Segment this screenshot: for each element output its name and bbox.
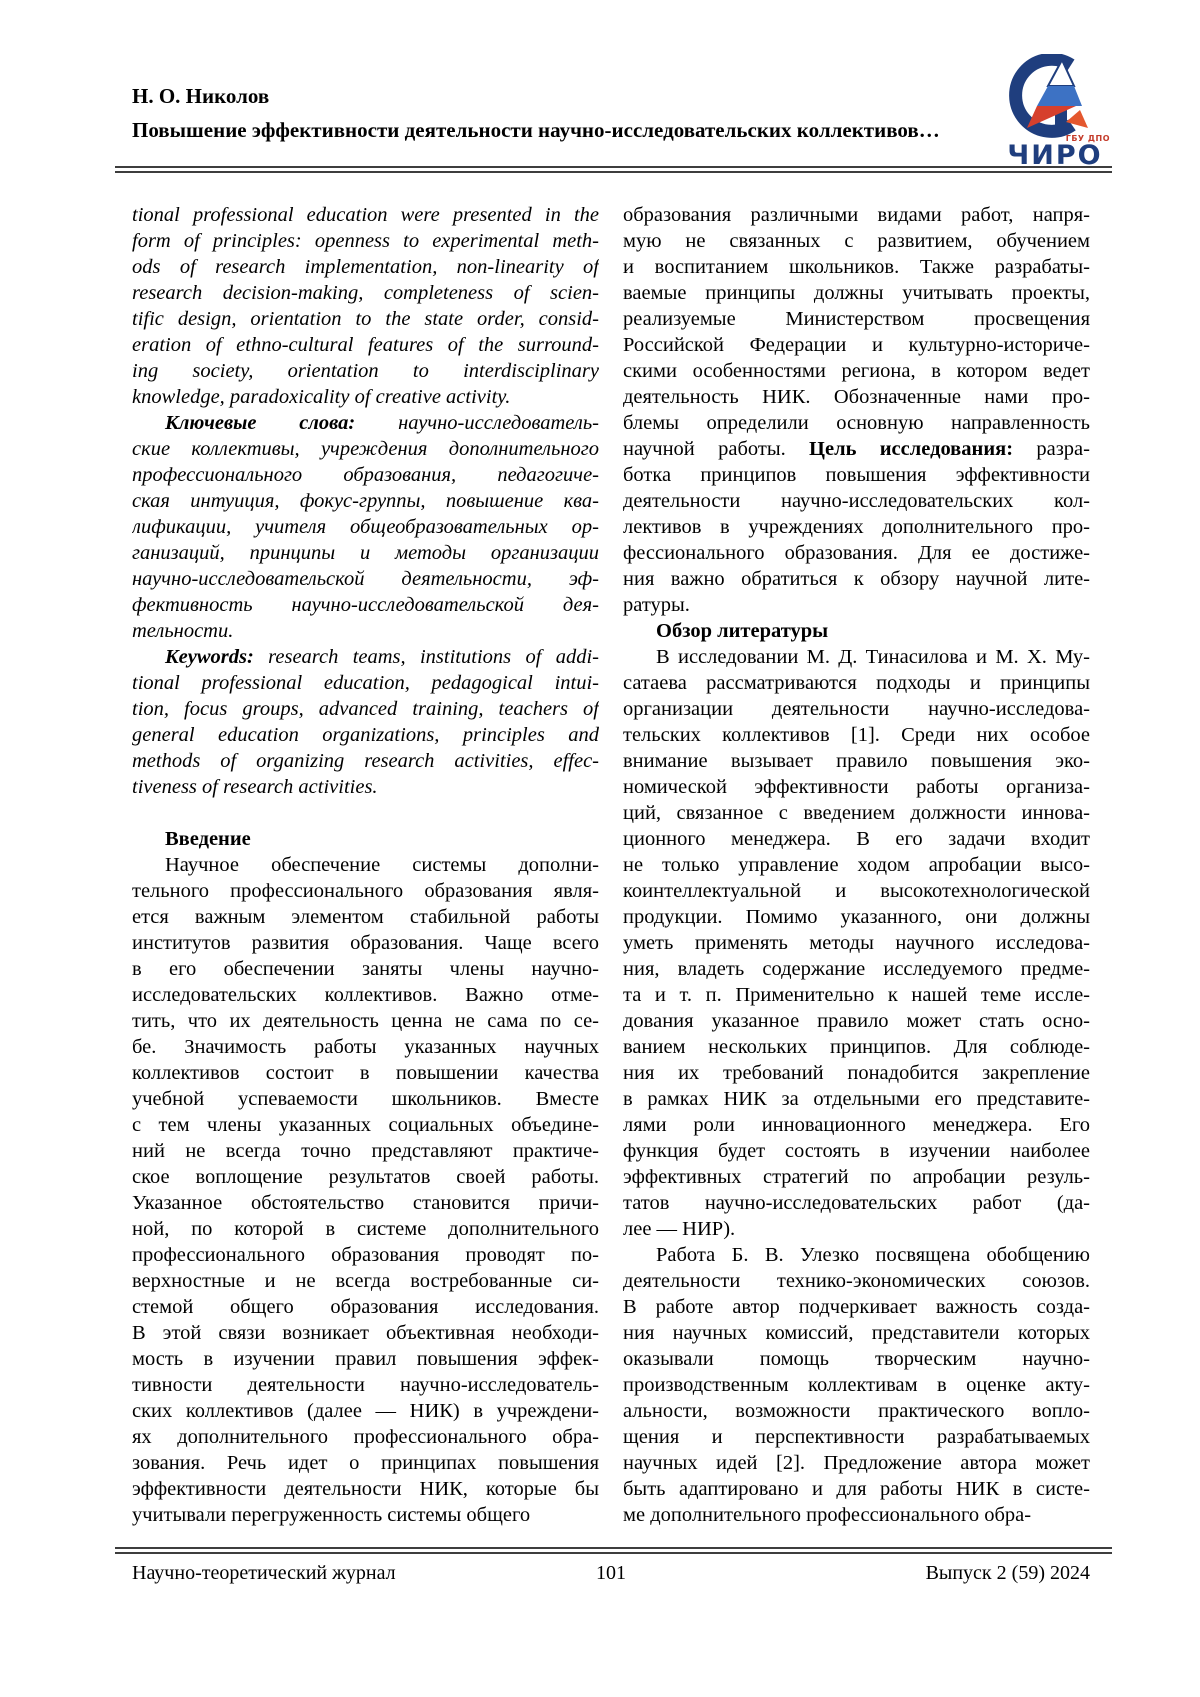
text-line: оказывали помощь творческим научно- <box>623 1348 1090 1370</box>
paragraph <box>132 826 599 852</box>
text-line: ния научных комиссий, представители которых <box>623 1322 1090 1344</box>
paragraph <box>623 644 1090 1242</box>
text-line: организации деятельности научно-исследова- <box>623 698 1090 720</box>
text-line: учитывали перегруженность системы общего <box>132 1504 531 1526</box>
text-line: тивности деятельности научно-исследователь- <box>132 1374 599 1396</box>
text-line: В этой связи возникает объективная необходи- <box>132 1322 599 1344</box>
article-body <box>132 202 1090 1528</box>
text-line: фессионального образования. Для ее достиже- <box>623 542 1090 564</box>
text-line: мость в изучении правил повышения эффек- <box>132 1348 599 1370</box>
text-line: ния их требований понадобится закрепление <box>623 1062 1090 1084</box>
text-line: учебной успеваемости школьников. Вместе <box>132 1088 599 1110</box>
text-line: tific design, orientation to the state order, consid- <box>132 308 599 330</box>
text-line: tion, focus groups, advanced training, teachers of <box>132 698 599 720</box>
text-line: реализуемые Министерством просвещения <box>623 308 1090 330</box>
text-line: Keywords: research teams, institutions of addi- <box>165 646 599 668</box>
text-line: татов научно-исследовательских работ (да- <box>623 1192 1090 1214</box>
text-line: Указанное обстоятельство становится причи- <box>132 1192 599 1214</box>
text-line: деятельности технико-экономических союзов. <box>623 1270 1090 1292</box>
page-footer <box>132 1562 1090 1585</box>
text-line: Научное обеспечение системы дополни- <box>165 854 599 876</box>
text-line: зования. Речь идет о принципах повышения <box>132 1452 599 1474</box>
text-line: В работе автор подчеркивает важность созда- <box>623 1296 1090 1318</box>
text-line: производственным коллективам в оценке акту- <box>623 1374 1090 1396</box>
text-line: не только управление ходом апробации высо- <box>623 854 1090 876</box>
text-line: research decision-making, completeness of scien- <box>132 282 599 304</box>
text-line: мую не связанных с развитием, обучением <box>623 230 1090 252</box>
running-title: Повышение эффективности деятельности научно-исследовательских коллективов… <box>132 118 940 142</box>
text-line: ing society, orientation to interdisciplinary <box>132 360 599 382</box>
text-line: ods of research implementation, non-linearity of <box>132 256 599 278</box>
text-line: тить, что их деятельность ценна не сама по се- <box>132 1010 599 1032</box>
text-line: general education organizations, principles and <box>132 724 599 746</box>
text-line: внимание вызывает правило повышения эко- <box>623 750 1090 772</box>
text-line: образования различными видами работ, напря- <box>623 204 1090 226</box>
text-line: институтов развития образования. Чаще всего <box>132 932 599 954</box>
text-line: ях дополнительного профессионального обра- <box>132 1426 599 1448</box>
text-line: альности, возможности практического вопло- <box>623 1400 1090 1422</box>
text-line: eration of ethno-cultural features of the surround- <box>132 334 599 356</box>
text-line: лификации, учителя общеобразовательных ор- <box>132 516 599 538</box>
text-line: дования указанное правило может стать осно- <box>623 1010 1090 1032</box>
text-line: tional professional education, pedagogical intui- <box>132 672 599 694</box>
text-line: профессионального образования, педагогиче- <box>132 464 599 486</box>
text-line: ций, связанное с введением должности иннова- <box>623 802 1090 824</box>
text-line: та и т. п. Применительно к нашей теме иссле- <box>623 984 1090 1006</box>
journal-logo-icon <box>996 54 1114 138</box>
journal-type-label: Научно-теоретический журнал <box>132 1562 396 1584</box>
paragraph <box>623 1242 1090 1528</box>
logo-acronym: ЧИРО <box>1007 140 1103 171</box>
text-line: ционного менеджера. В его задачи входит <box>623 828 1090 850</box>
text-line: научной работы. Цель исследования: разра- <box>623 438 1090 460</box>
text-line: фективность научно-исследовательской дея- <box>132 594 599 616</box>
text-line: лями роли инновационного менеджера. Его <box>623 1114 1090 1136</box>
text-line: тельного профессионального образования явля- <box>132 880 599 902</box>
text-line: деятельность НИК. Обозначенные нами про- <box>623 386 1090 408</box>
text-line: скими особенностями региона, в котором ведет <box>623 360 1090 382</box>
issue-info: Выпуск 2 (59) 2024 <box>925 1562 1090 1584</box>
paragraph <box>132 410 599 644</box>
text-line: ское воплощение результатов своей работы. <box>132 1166 599 1188</box>
text-line: Введение <box>165 828 251 850</box>
text-line: ний не всегда точно представляют практиче- <box>132 1140 599 1162</box>
text-line: ме дополнительного профессионального обра- <box>623 1504 1032 1526</box>
text-line: быть адаптировано и для работы НИК в систе- <box>623 1478 1090 1500</box>
text-line: ских коллективов (далее — НИК) в учреждени- <box>132 1400 599 1422</box>
text-line: щения и перспективности разрабатываемых <box>623 1426 1090 1448</box>
paragraph <box>132 202 599 410</box>
text-line: бе. Значимость работы указанных научных <box>132 1036 599 1058</box>
text-line: сатаева рассматриваются подходы и принципы <box>623 672 1090 694</box>
text-line: блемы определили основную направленность <box>623 412 1090 434</box>
text-line: лективов в учреждениях дополнительного про- <box>623 516 1090 538</box>
text-line: продукции. Помимо указанного, они должны <box>623 906 1090 928</box>
text-line: tiveness of research activities. <box>132 776 378 798</box>
text-line: ганизаций, принципы и методы организации <box>132 542 599 564</box>
text-line: и воспитанием школьников. Также разрабаты- <box>623 256 1090 278</box>
text-line: Работа Б. В. Улезко посвящена обобщению <box>656 1244 1090 1266</box>
text-line: эффективных стратегий по апробации резуль- <box>623 1166 1090 1188</box>
paragraph <box>132 852 599 1528</box>
journal-logo <box>990 54 1120 169</box>
text-line: тельности. <box>132 620 234 642</box>
text-line: деятельности научно-исследовательских кол- <box>623 490 1090 512</box>
text-line: в рамках НИК за отдельными его представите- <box>623 1088 1090 1110</box>
text-line: исследовательских коллективов. Важно отме- <box>132 984 599 1006</box>
text-line: tional professional education were presented in the <box>132 204 599 226</box>
text-line: methods of organizing research activities, effec- <box>132 750 599 772</box>
author-name: Н. О. Николов <box>132 84 270 108</box>
text-line: в его обеспечении заняты члены научно- <box>132 958 599 980</box>
paragraph <box>132 644 599 800</box>
text-line: коинтеллектуальной и высокотехнологической <box>623 880 1090 902</box>
text-line: Ключевые слова: научно-исследователь- <box>165 412 599 434</box>
text-line: Российской Федерации и культурно-историче- <box>623 334 1090 356</box>
left-column <box>132 202 599 1528</box>
text-line: научных идей [2]. Предложение автора может <box>623 1452 1090 1474</box>
text-line: knowledge, paradoxicality of creative activity. <box>132 386 511 408</box>
text-line: лее — НИР). <box>623 1218 736 1240</box>
text-line: ния, владеть содержание исследуемого предме- <box>623 958 1090 980</box>
text-line: коллективов состоит в повышении качества <box>132 1062 599 1084</box>
text-line: эффективности деятельности НИК, которые бы <box>132 1478 599 1500</box>
right-column <box>623 202 1090 1528</box>
footer-rule <box>115 1547 1112 1554</box>
paragraph <box>623 202 1090 618</box>
text-line: номической эффективности работы организа- <box>623 776 1090 798</box>
text-line: с тем члены указанных социальных объедине- <box>132 1114 599 1136</box>
header-rule <box>115 166 1112 173</box>
text-line: В исследовании М. Д. Тинасилова и М. Х. Му- <box>656 646 1090 668</box>
text-line: ская интуиция, фокус-группы, повышение ква- <box>132 490 599 512</box>
page-number: 101 <box>595 1562 626 1584</box>
text-line: ния важно обратиться к обзору научной лите- <box>623 568 1090 590</box>
text-line: функция будет состоять в изучении наиболее <box>623 1140 1090 1162</box>
text-line: уметь применять методы научного исследова- <box>623 932 1090 954</box>
text-line: тельских коллективов [1]. Среди них особое <box>623 724 1090 746</box>
text-line: ваемые принципы должны учитывать проекты, <box>623 282 1090 304</box>
text-line: Обзор литературы <box>656 620 829 642</box>
text-line: профессионального образования проводят по- <box>132 1244 599 1266</box>
text-line: ванием нескольких принципов. Для соблюде- <box>623 1036 1090 1058</box>
text-line: ется важным элементом стабильной работы <box>132 906 599 928</box>
text-line: верхностные и не всегда востребованные си- <box>132 1270 599 1292</box>
text-line: form of principles: openness to experimental meth- <box>132 230 599 252</box>
text-line: ские коллективы, учреждения дополнительного <box>132 438 599 460</box>
text-line: ботка принципов повышения эффективности <box>623 464 1090 486</box>
text-line: ной, по которой в системе дополнительного <box>132 1218 599 1240</box>
text-line: ратуры. <box>623 594 690 616</box>
logo-small-text: ГБУ ДПО <box>1065 134 1110 143</box>
paragraph <box>623 618 1090 644</box>
text-line: стемой общего образования исследования. <box>132 1296 599 1318</box>
text-line: научно-исследовательской деятельности, эф- <box>132 568 599 590</box>
